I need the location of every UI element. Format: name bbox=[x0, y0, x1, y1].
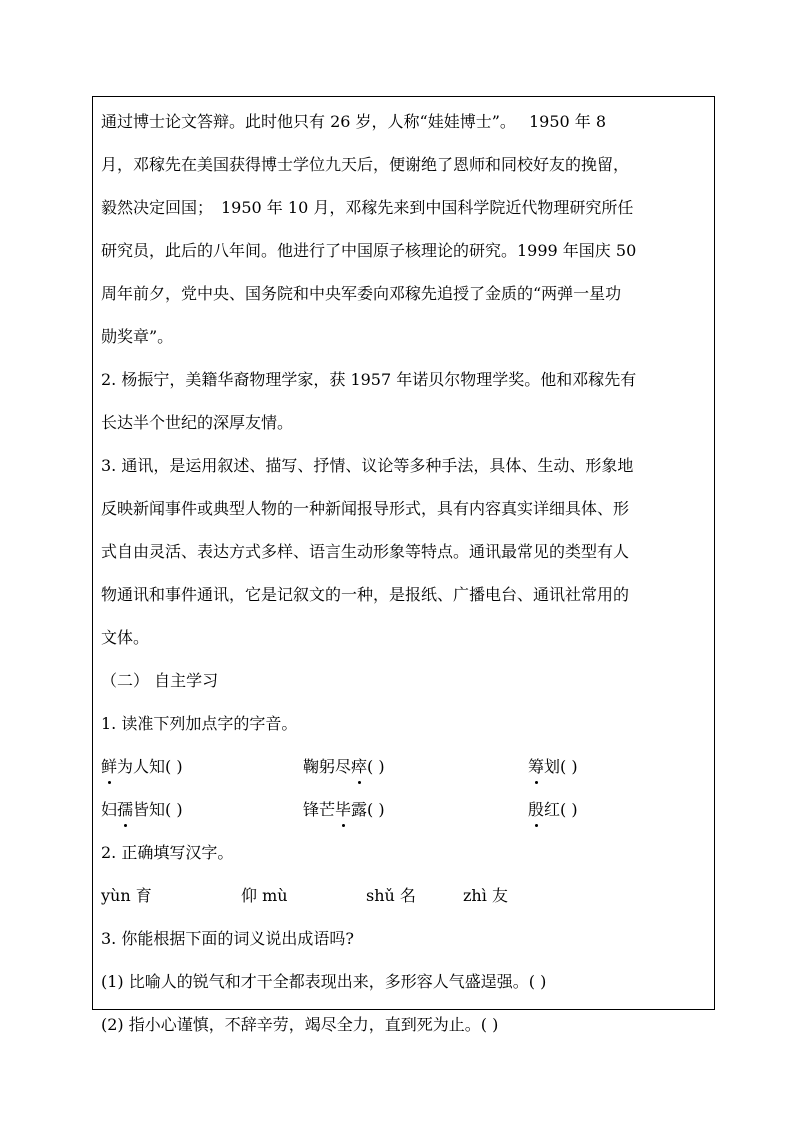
pronunciation-item: 鲜为人知( ) bbox=[101, 745, 183, 788]
question-1-title: 1. 读准下列加点字的字音。 bbox=[101, 714, 298, 733]
pronunciation-item: 妇孺皆知( ) bbox=[101, 788, 183, 831]
fill-in-item: zhì 友 bbox=[463, 886, 508, 905]
intro-line: 周年前夕，党中央、国务院和中央军委向邓稼先追授了金质的“两弹一星功 bbox=[101, 284, 622, 303]
fill-in-item: 仰 mù bbox=[241, 886, 288, 905]
note-3-line: 3. 通讯，是运用叙述、描写、抒情、议论等多种手法，具体、生动、形象地 bbox=[101, 456, 634, 475]
pronunciation-item: 筹划( ) bbox=[528, 745, 578, 788]
fill-in-item: shǔ 名 bbox=[366, 886, 416, 905]
dotted-character: 毕 bbox=[335, 788, 351, 831]
document-body bbox=[101, 100, 711, 1046]
dotted-character: 孺 bbox=[117, 788, 133, 831]
fill-in-row bbox=[101, 874, 711, 917]
intro-line: 通过博士论文答辩。此时他只有 26 岁，人称“娃娃博士”。 1950 年 8 bbox=[101, 112, 607, 131]
pronunciation-item: 锋芒毕露( ) bbox=[303, 788, 385, 831]
note-3-line: 式自由灵活、表达方式多样、语言生动形象等特点。通讯最常见的类型有人 bbox=[101, 542, 630, 561]
intro-line: 研究员，此后的八年间。他进行了中国原子核理论的研究。1999 年国庆 50 bbox=[101, 241, 637, 260]
question-2-title: 2. 正确填写汉字。 bbox=[101, 843, 234, 862]
question-3-title: 3. 你能根据下面的词义说出成语吗? bbox=[101, 929, 354, 948]
note-3-line: 反映新闻事件或典型人物的一种新闻报导形式，具有内容真实详细具体、形 bbox=[101, 499, 630, 518]
dotted-character: 鲜 bbox=[101, 745, 117, 788]
pronunciation-row bbox=[101, 745, 711, 788]
intro-line: 勋奖章”。 bbox=[101, 327, 174, 346]
idiom-item: (1) 比喻人的锐气和才干全都表现出来，多形容人气盛逞强。( ) bbox=[101, 972, 547, 991]
note-2-line: 长达半个世纪的深厚友情。 bbox=[101, 413, 294, 432]
fill-in-item: yùn 育 bbox=[101, 886, 152, 905]
note-3-line: 文体。 bbox=[101, 628, 150, 647]
intro-line: 毅然决定回国； 1950 年 10 月，邓稼先来到中国科学院近代物理研究所任 bbox=[101, 198, 634, 217]
dotted-character: 瘁 bbox=[351, 745, 367, 788]
pronunciation-item: 鞠躬尽瘁( ) bbox=[303, 745, 385, 788]
pronunciation-row bbox=[101, 788, 711, 831]
section-heading: （二） 自主学习 bbox=[101, 671, 219, 690]
note-2-line: 2. 杨振宁，美籍华裔物理学家，获 1957 年诺贝尔物理学奖。他和邓稼先有 bbox=[101, 370, 637, 389]
idiom-item: (2) 指小心谨慎，不辞辛劳，竭尽全力，直到死为止。( ) bbox=[101, 1015, 499, 1034]
note-3-line: 物通讯和事件通讯，它是记叙文的一种，是报纸、广播电台、通讯社常用的 bbox=[101, 585, 630, 604]
dotted-character: 殷 bbox=[528, 788, 544, 831]
intro-line: 月，邓稼先在美国获得博士学位九天后，便谢绝了恩师和同校好友的挽留， bbox=[101, 155, 630, 174]
dotted-character: 筹 bbox=[528, 745, 544, 788]
pronunciation-item: 殷红( ) bbox=[528, 788, 578, 831]
